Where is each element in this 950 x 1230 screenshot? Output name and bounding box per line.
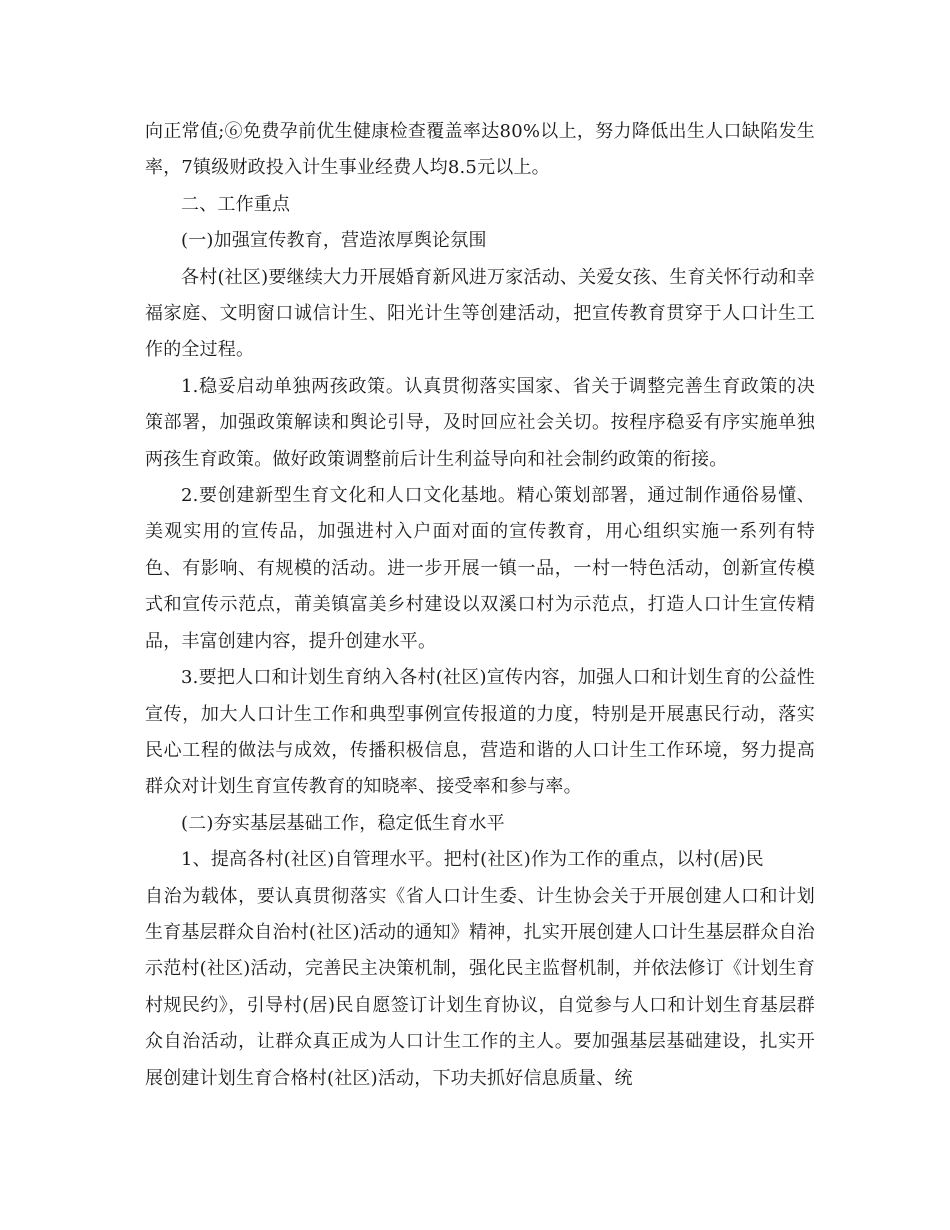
subsection-heading-publicity: (一)加强宣传教育，营造浓厚舆论氛围: [181, 230, 487, 252]
section-heading-work-focus: 二、工作重点: [181, 193, 291, 215]
paragraph-grassroots-item-1: 1、提高各村(社区)自管理水平。把村(社区)作为工作的重点，以村(居)民: [181, 849, 764, 871]
paragraph-item-2: 2.要创建新型生育文化和人口文化基地。精心策划部署，通过制作通俗易懂、美观实用的宣传品，加强进村入户面对面的宣传教育，用心组织实施一系列有特色、有影响、有规模的活动。进一步开展一镇一品，一村一特色活动，创新宣传模式和宣传示范点，莆美镇富美乡村建设以双溪口村为示范点，打造人口计生宣传精品，丰富创建内容，提升创建水平。: [145, 485, 815, 652]
paragraph-item-1: 1.稳妥启动单独两孩政策。认真贯彻落实国家、省关于调整完善生育政策的决策部署，加强政策解读和舆论引导，及时回应社会关切。按程序稳妥有序实施单独两孩生育政策。做好政策调整前后计生利益导向和社会制约政策的衔接。: [145, 375, 815, 470]
paragraph-publicity-intro: 各村(社区)要继续大力开展婚育新风进万家活动、关爱女孩、生育关怀行动和幸福家庭、文明窗口诚信计生、阳光计生等创建活动，把宣传教育贯穿于人口计生工作的全过程。: [145, 266, 815, 361]
paragraph-continuation: 向正常值;⑥免费孕前优生健康检查覆盖率达80%以上，努力降低出生人口缺陷发生率，7镇级财政投入计生事业经费人均8.5元以上。: [145, 121, 815, 179]
paragraph-grassroots-continuation: 自治为载体，要认真贯彻落实《省人口计生委、计生协会关于开展创建人口和计划生育基层群众自治村(社区)活动的通知》精神，扎实开展创建人口计生基层群众自治示范村(社区)活动，完善民主决策机制，强化民主监督机制，并依法修订《计划生育村规民约》，引导村(居)民自愿签订计划生育协议，自觉参与人口和计划生育基层群众自治活动，让群众真正成为人口计生工作的主人。要加强基层基础建设，扎实开展创建计划生育合格村(社区)活动，下功夫抓好信息质量、统: [145, 885, 815, 1089]
paragraph-item-3: 3.要把人口和计划生育纳入各村(社区)宣传内容，加强人口和计划生育的公益性宣传，加大人口计生工作和典型事例宣传报道的力度，特别是开展惠民行动，落实民心工程的做法与成效，传播积极信息，营造和谐的人口计生工作环境，努力提高群众对计划生育宣传教育的知晓率、接受率和参与率。: [145, 667, 815, 798]
subsection-heading-grassroots: (二)夯实基层基础工作，稳定低生育水平: [181, 812, 505, 834]
document-body: [145, 114, 815, 1097]
